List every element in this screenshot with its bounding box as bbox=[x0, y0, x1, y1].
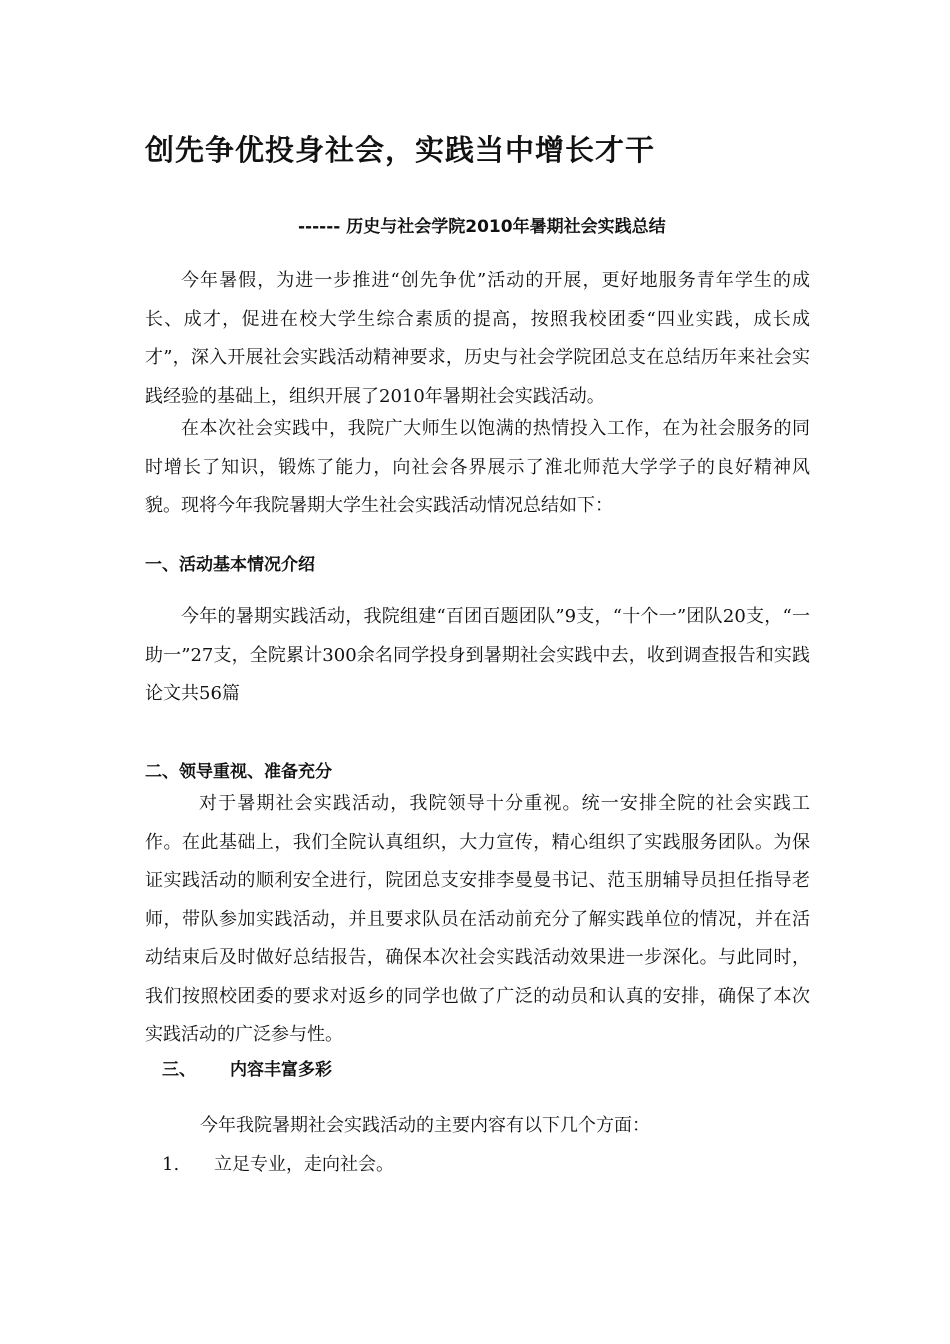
intro-paragraph-1: 今年暑假，为进一步推进“创先争优”活动的开展，更好地服务青年学生的成长、成才，促进在校大学生综合素质的提高，按照我校团委“四业实践，成长成才”，深入开展社会实践活动精神要求，历史与社会学院团总支在总结历年来社会实践经验的基础上，组织开展了2010年暑期社会实践活动。 bbox=[145, 270, 810, 407]
section-3-heading bbox=[162, 1055, 332, 1080]
section-2-heading: 二、领导重视、准备充分 bbox=[145, 762, 332, 782]
section-3-intro: 今年我院暑期社会实践活动的主要内容有以下几个方面： bbox=[200, 1115, 650, 1136]
document-subtitle: ------ 历史与社会学院2010年暑期社会实践总结 bbox=[298, 217, 666, 237]
list-item-text: 立足专业，走向社会。 bbox=[214, 1154, 394, 1175]
list-item-number: 1. bbox=[162, 1154, 180, 1175]
document-title: 创先争优投身社会，实践当中增长才干 bbox=[145, 133, 656, 167]
section-3-title: 内容丰富多彩 bbox=[230, 1060, 332, 1080]
section-3-number: 三、 bbox=[162, 1060, 196, 1080]
intro-paragraph-2: 在本次社会实践中，我院广大师生以饱满的热情投入工作，在为社会服务的同时增长了知识，锻炼了能力，向社会各界展示了淮北师范大学学子的良好精神风貌。现将今年我院暑期大学生社会实践活动情况总结如下： bbox=[145, 418, 810, 516]
section-1-paragraph: 今年的暑期实践活动，我院组建“百团百题团队”9支，“十个一”团队20支，“一助一”27支，全院累计300余名同学投身到暑期社会实践中去，收到调查报告和实践论文共56篇 bbox=[145, 606, 810, 704]
list-item bbox=[162, 1150, 394, 1176]
section-1-heading: 一、活动基本情况介绍 bbox=[145, 555, 315, 575]
section-2-paragraph: 对于暑期社会实践活动，我院领导十分重视。统一安排全院的社会实践工作。在此基础上，我们全院认真组织，大力宣传，精心组织了实践服务团队。为保证实践活动的顺利安全进行，院团总支安排李曼曼书记、范玉朋辅导员担任指导老师，带队参加实践活动，并且要求队员在活动前充分了解实践单位的情况，并在活动结束后及时做好总结报告，确保本次社会实践活动效果进一步深化。与此同时，我们按照校团委的要求对返乡的同学也做了广泛的动员和认真的安排，确保了本次实践活动的广泛参与性。 bbox=[145, 793, 810, 1045]
